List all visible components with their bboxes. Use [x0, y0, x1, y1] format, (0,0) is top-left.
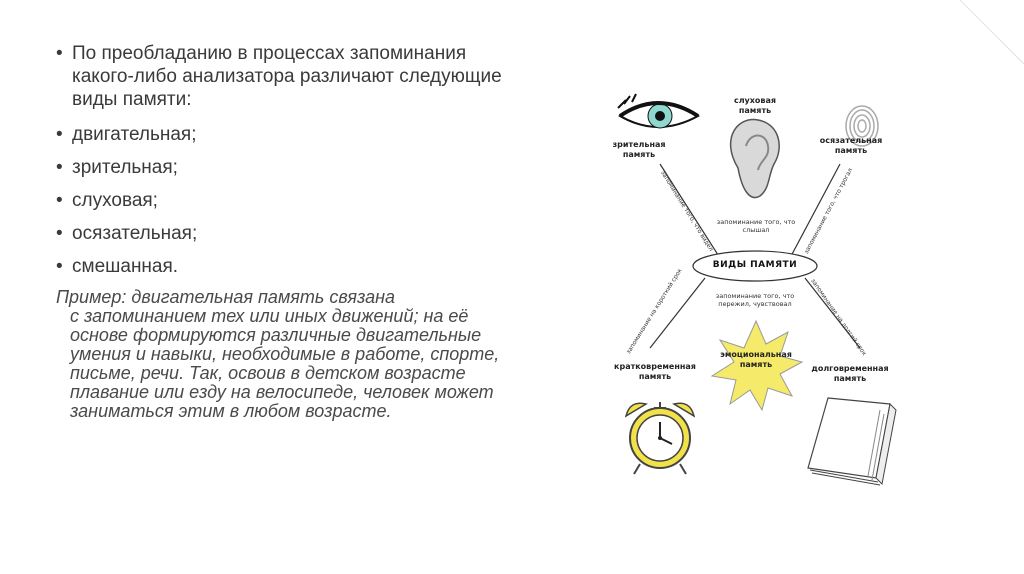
list-item: • зрительная; — [46, 156, 506, 179]
example-first-line: Пример: двигательная память связана — [56, 287, 396, 307]
label-tactile: осязательная память — [819, 136, 883, 155]
list-item: • осязательная; — [46, 222, 506, 245]
paper-stack-icon — [808, 398, 896, 485]
memory-diagram — [590, 78, 920, 488]
memory-types-list — [46, 42, 506, 278]
alarm-clock-icon — [626, 402, 694, 474]
example-body: с запоминанием тех или иных движений; на её основе формируются различные двигательные умения и навыки, необходимые в работе, спорте, письме, речи. Так, освоив в детском возрасте плавание или езду на велосипеде, человек может заниматься этим в любом возрасте. — [70, 306, 500, 421]
example-paragraph — [46, 288, 506, 421]
note-heard: запоминание того, что слышал — [716, 218, 796, 234]
note-felt: запоминание того, что пережил, чувствовал — [715, 292, 795, 308]
note-seen: запоминание того, что видел — [659, 169, 715, 253]
label-emotional: эмоциональная память — [720, 350, 792, 369]
line-short — [650, 278, 705, 348]
eye-icon — [618, 94, 698, 128]
list-item: • слуховая; — [46, 189, 506, 212]
text-column — [46, 42, 506, 421]
note-touched: запоминание того, что трогал — [802, 167, 855, 256]
note-long: запоминание на долгий срок — [809, 277, 868, 358]
ear-icon — [731, 120, 780, 198]
center-label: ВИДЫ ПАМЯТИ — [712, 260, 798, 270]
label-short-term: кратковременная память — [614, 362, 696, 381]
label-visual: зрительная память — [612, 140, 666, 159]
note-short: запоминание на короткий срок — [625, 267, 684, 356]
intro-bullet: • По преобладанию в процессах запоминания какого-либо анализатора различают следующие виды памяти: — [46, 42, 506, 111]
list-item: • двигательная; — [46, 123, 506, 146]
label-long-term: долговременная память — [811, 364, 889, 383]
list-item: • смешанная. — [46, 255, 506, 278]
label-auditory: слуховая память — [733, 96, 777, 115]
